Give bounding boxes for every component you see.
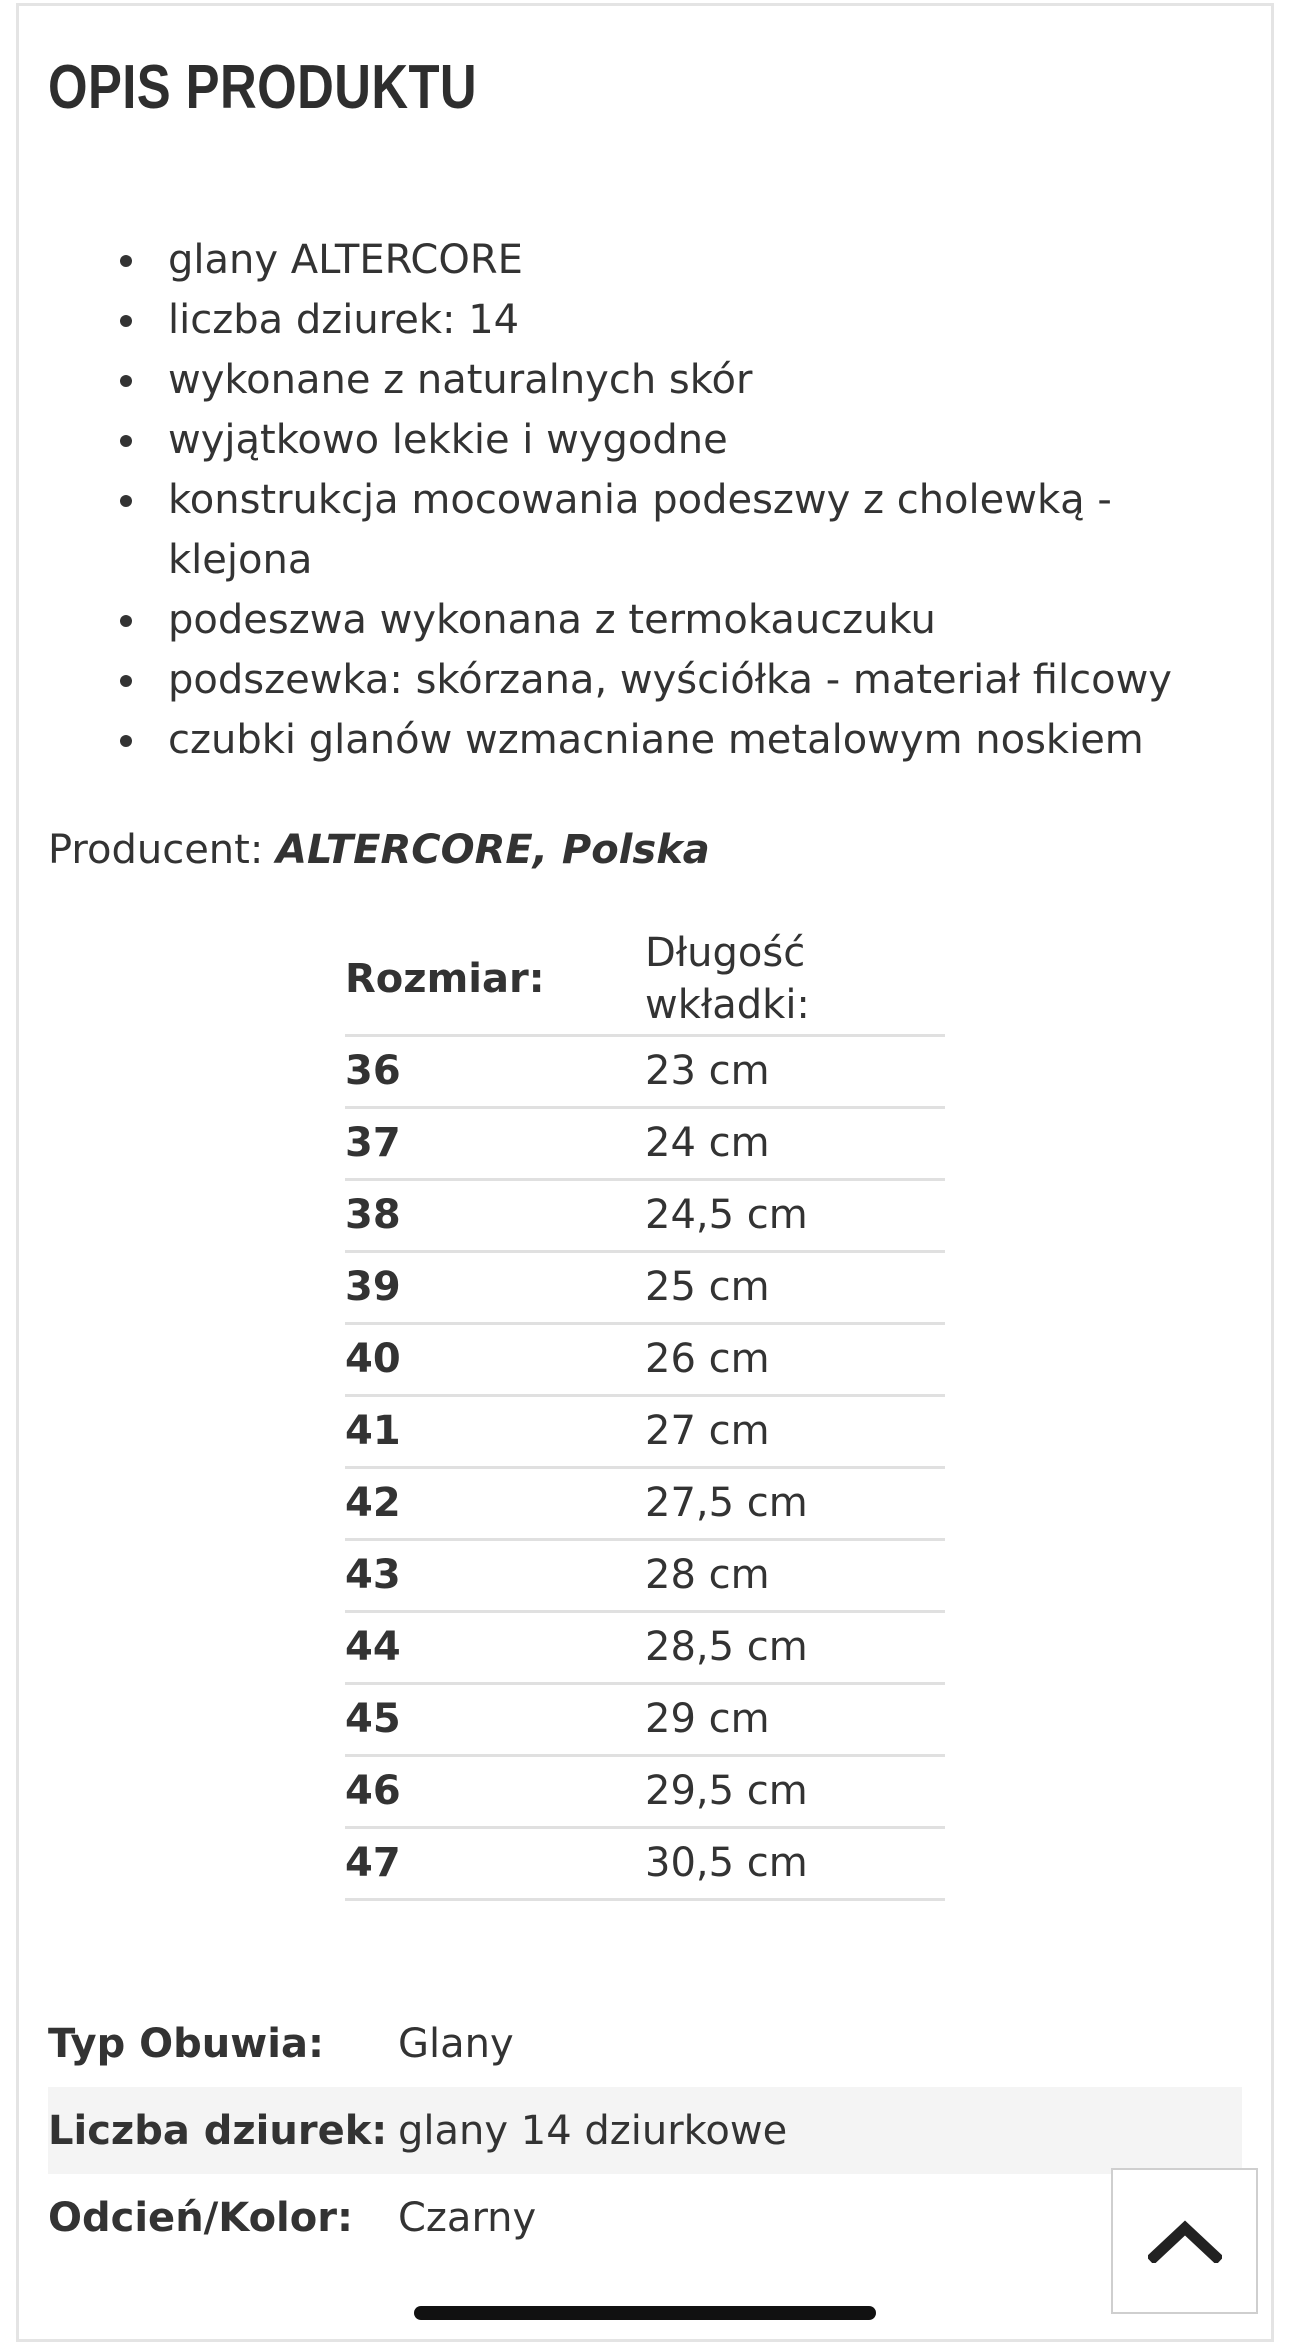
length-cell: 27,5 cm [645,1467,945,1539]
size-cell: 45 [345,1683,645,1755]
bullet-icon [120,315,132,327]
size-chart-table [345,925,945,1901]
size-column-header: Rozmiar: [345,925,645,1035]
size-cell: 37 [345,1107,645,1179]
table-row [345,1539,945,1611]
table-row [345,1755,945,1827]
size-cell: 36 [345,1035,645,1107]
length-cell: 23 cm [645,1035,945,1107]
size-cell: 43 [345,1539,645,1611]
attribute-row-type [48,2000,1242,2087]
table-row [345,1611,945,1683]
attribute-value: Glany [398,2020,514,2067]
size-cell: 38 [345,1179,645,1251]
length-column-header: Długość wkładki: [645,925,945,1035]
list-item: konstrukcja mocowania podeszwy z cholewką - klejona [112,470,1242,590]
attribute-label: Odcień/Kolor: [48,2194,353,2241]
feature-list [112,230,1242,770]
length-cell: 24,5 cm [645,1179,945,1251]
size-cell: 39 [345,1251,645,1323]
attribute-row-eyelets [48,2087,1242,2174]
size-cell: 42 [345,1467,645,1539]
list-item: liczba dziurek: 14 [112,290,1242,350]
table-header-row [345,925,945,1035]
length-cell: 30,5 cm [645,1827,945,1899]
attribute-value: glany 14 dziurkowe [398,2087,1242,2174]
list-item: czubki glanów wzmacniane metalowym noskiem [112,710,1242,770]
list-item: wyjątkowo lekkie i wygodne [112,410,1242,470]
producer-value: ALTERCORE, Polska [276,827,710,873]
length-cell: 29 cm [645,1683,945,1755]
bullet-icon [120,435,132,447]
size-cell: 40 [345,1323,645,1395]
attribute-value: Czarny [398,2194,537,2241]
section-title: OPIS PRODUKTU [48,53,478,122]
bullet-icon [120,255,132,267]
attribute-row-color [48,2174,1242,2261]
table-row [345,1395,945,1467]
producer-line [48,820,710,880]
bullet-icon [120,615,132,627]
length-cell: 24 cm [645,1107,945,1179]
size-cell: 41 [345,1395,645,1467]
bullet-icon [120,735,132,747]
chevron-up-icon [1148,2219,1222,2263]
table-row [345,1107,945,1179]
bullet-icon [120,495,132,507]
length-cell: 29,5 cm [645,1755,945,1827]
table-row [345,1251,945,1323]
table-row [345,1683,945,1755]
size-cell: 47 [345,1827,645,1899]
length-cell: 26 cm [645,1323,945,1395]
bullet-icon [120,375,132,387]
list-item: podeszwa wykonana z termokauczuku [112,590,1242,650]
home-indicator[interactable] [414,2306,876,2320]
attribute-label: Liczba dziurek: [48,2087,398,2174]
size-cell: 46 [345,1755,645,1827]
table-row [345,1179,945,1251]
bullet-icon [120,675,132,687]
attributes-table [48,2000,1242,2261]
table-row [345,1035,945,1107]
length-cell: 27 cm [645,1395,945,1467]
length-cell: 28 cm [645,1539,945,1611]
table-row [345,1467,945,1539]
length-cell: 25 cm [645,1251,945,1323]
table-row [345,1323,945,1395]
producer-label: Producent: [48,827,264,873]
scroll-to-top-button[interactable] [1111,2168,1258,2314]
table-row [345,1827,945,1899]
attribute-label: Typ Obuwia: [48,2020,324,2067]
length-cell: 28,5 cm [645,1611,945,1683]
list-item: wykonane z naturalnych skór [112,350,1242,410]
list-item: podszewka: skórzana, wyściółka - materiał filcowy [112,650,1242,710]
list-item: glany ALTERCORE [112,230,1242,290]
size-cell: 44 [345,1611,645,1683]
